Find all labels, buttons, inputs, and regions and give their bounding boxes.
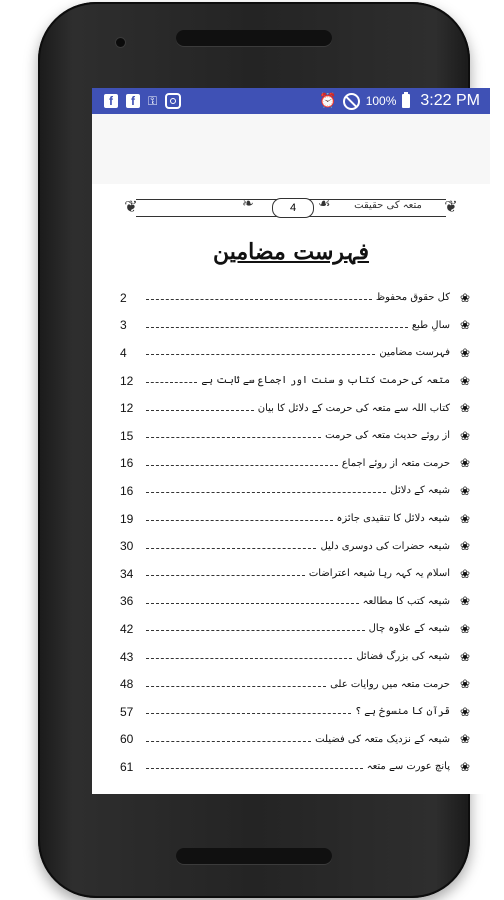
toc-title: اسلام یہ کہہ رہا شیعہ اعتراضات: [308, 568, 450, 580]
star-bullet-icon: ❀: [459, 428, 470, 443]
toc-title: کل حقوق محفوظ: [375, 292, 450, 304]
toc-row[interactable]: [120, 753, 470, 781]
toc-page: 15: [120, 428, 134, 443]
toc-page: 30: [120, 539, 134, 554]
star-bullet-icon: ❀: [459, 566, 470, 581]
star-bullet-icon: ❀: [459, 345, 470, 360]
leader-dots: [146, 437, 321, 438]
toc-title: حرمت متعہ از روئے اجماع: [341, 457, 450, 469]
leader-dots: [146, 465, 338, 466]
instagram-icon: [165, 93, 181, 109]
toc-page: 19: [120, 511, 134, 526]
star-bullet-icon: ❀: [459, 290, 470, 305]
toc-row[interactable]: [120, 367, 470, 395]
toc-row[interactable]: [120, 422, 470, 450]
leader-dots: [146, 630, 365, 631]
book-page[interactable]: [92, 184, 490, 794]
facebook-icon: f: [104, 94, 118, 108]
toc-title: شیعہ کتب کا مطالعہ: [362, 595, 450, 607]
toc-title: متعہ کی حرمت کتاب و سنت اور اجماع سے ثابت ہے: [201, 375, 450, 387]
star-bullet-icon: ❀: [459, 732, 470, 747]
system-icons: [319, 92, 490, 110]
toc-title: از روئے حدیث متعہ کی حرمت: [325, 430, 450, 442]
leader-dots: [146, 548, 316, 549]
toc-row[interactable]: [120, 670, 470, 698]
star-bullet-icon: ❀: [459, 759, 470, 774]
page-number: 4: [272, 198, 314, 218]
leader-dots: [146, 520, 333, 521]
toc-page: 3: [120, 318, 127, 333]
notification-icons: [92, 93, 181, 109]
toc-title: شیعہ کے دلائل: [390, 485, 450, 497]
leader-dots: [146, 658, 352, 659]
toc-title: فہرست مضامین: [379, 347, 450, 359]
toc-title: شیعہ کے علاوہ چال: [368, 623, 450, 635]
right-flourish-icon: ❦: [444, 197, 458, 216]
leader-dots: [146, 686, 326, 687]
toc-title: شیعہ دلائل کا تنقیدی جائزہ: [336, 513, 450, 525]
star-bullet-icon: ❀: [459, 677, 470, 692]
toc-row[interactable]: [120, 560, 470, 588]
toc-page: 12: [120, 401, 134, 416]
bottom-speaker: [176, 848, 332, 864]
toc-row[interactable]: [120, 450, 470, 478]
facebook-icon: f: [126, 94, 140, 108]
leader-dots: [146, 575, 305, 576]
ornament-icon: ❧: [242, 196, 254, 212]
star-bullet-icon: ❀: [459, 704, 470, 719]
toc-page: 48: [120, 677, 134, 692]
toc-page: 57: [120, 704, 134, 719]
toc-title: شیعہ حضرات کی دوسری دلیل: [320, 540, 450, 552]
toc-row[interactable]: [120, 588, 470, 616]
toc-page: 42: [120, 621, 134, 636]
leader-dots: [146, 741, 311, 742]
star-bullet-icon: ❀: [459, 401, 470, 416]
leader-dots: [146, 603, 359, 604]
alarm-icon: ⏰: [319, 93, 337, 109]
star-bullet-icon: ❀: [459, 539, 470, 554]
leader-dots: [146, 410, 254, 411]
toc-page: 16: [120, 483, 134, 498]
do-not-disturb-icon: [343, 93, 360, 110]
front-camera: [116, 38, 125, 47]
star-bullet-icon: ❀: [459, 318, 470, 333]
toc-row[interactable]: [120, 726, 470, 754]
star-bullet-icon: ❀: [459, 456, 470, 471]
star-bullet-icon: ❀: [459, 621, 470, 636]
toc-page: 60: [120, 732, 134, 747]
top-speaker: [176, 30, 332, 46]
status-bar: [92, 88, 490, 114]
left-flourish-icon: ❦: [124, 197, 138, 216]
toc-title: قرآن کا منسوخ ہے ؟: [355, 706, 450, 718]
star-bullet-icon: ❀: [459, 649, 470, 664]
toc-row[interactable]: [120, 477, 470, 505]
toc-row[interactable]: [120, 643, 470, 671]
toc-row[interactable]: [120, 312, 470, 340]
star-bullet-icon: ❀: [459, 594, 470, 609]
leader-dots: [146, 382, 197, 383]
screen: [92, 88, 490, 794]
toc-title: شیعہ کے نزدیک متعہ کی فضیلت: [315, 733, 450, 745]
leader-dots: [146, 768, 363, 769]
battery-icon: [402, 94, 410, 108]
toc-title: سالِ طبع: [411, 319, 450, 331]
toc-row[interactable]: [120, 339, 470, 367]
star-bullet-icon: ❀: [459, 511, 470, 526]
toc-row[interactable]: [120, 615, 470, 643]
leader-dots: [146, 713, 351, 714]
toc-page: 61: [120, 759, 134, 774]
phone-frame: [38, 2, 480, 898]
toc-page: 4: [120, 345, 127, 360]
key-icon: ⚿: [148, 93, 158, 108]
toc-page: 43: [120, 649, 134, 664]
section-title: متعہ کی حقیقت: [354, 200, 422, 211]
page-header-frame: [122, 196, 460, 217]
toc-row[interactable]: [120, 532, 470, 560]
clock: 3:22 PM: [420, 92, 480, 109]
leader-dots: [146, 354, 375, 355]
toc-page: 12: [120, 373, 134, 388]
ornament-icon: ☙: [318, 196, 331, 212]
toc-row[interactable]: [120, 505, 470, 533]
star-bullet-icon: ❀: [459, 483, 470, 498]
table-of-contents: [120, 284, 470, 781]
star-bullet-icon: ❀: [459, 373, 470, 388]
toc-title: شیعہ کی بزرگ فضائل: [356, 651, 450, 663]
toc-page: 36: [120, 594, 134, 609]
toc-page: 16: [120, 456, 134, 471]
leader-dots: [146, 492, 386, 493]
battery-percent: 100%: [365, 94, 397, 108]
toolbar-area: [92, 114, 490, 184]
toc-row[interactable]: [120, 284, 470, 312]
page-heading: فہرست مضامین: [213, 239, 369, 265]
toc-title: حرمت متعہ میں روایات علی: [330, 678, 450, 690]
leader-dots: [146, 327, 408, 328]
toc-title: کتاب اللہ سے متعہ کی حرمت کے دلائل کا بیان: [257, 402, 450, 414]
toc-row[interactable]: [120, 394, 470, 422]
toc-row[interactable]: [120, 698, 470, 726]
toc-page: 2: [120, 290, 127, 305]
toc-page: 34: [120, 566, 134, 581]
leader-dots: [146, 299, 372, 300]
toc-title: پانچ عورت سے متعہ: [366, 761, 450, 773]
